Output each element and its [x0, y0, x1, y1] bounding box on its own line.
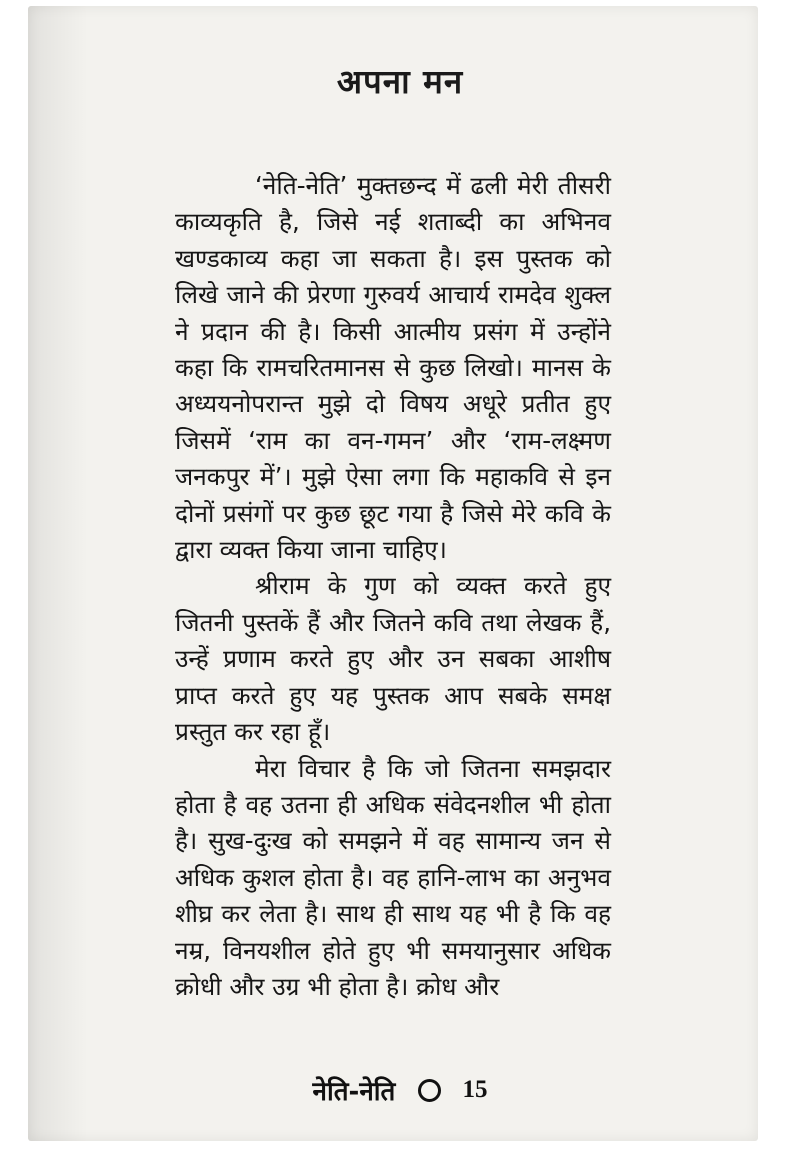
- page-number: 15: [462, 1076, 488, 1103]
- footer-book-title: नेति-नेति: [312, 1077, 396, 1107]
- page-title: अपना मन: [336, 62, 464, 101]
- paragraph-2: श्रीराम के गुण को व्यक्त करते हुए जितनी पुस्तकें हैं और जितने कवि तथा लेखक हैं, उन्हें प्रणाम करते हुए और उन सबका आशीष प्राप्त करते हुए यह पुस्तक आप सबके समक्ष प्रस्तुत कर रहा हूँ।: [175, 571, 611, 747]
- paragraph-3: मेरा विचार है कि जो जितना समझदार होता है वह उतना ही अधिक संवेदनशील भी होता है। सुख-दुःख को समझने में वह सामान्य जन से अधिक कुशल होता है। वह हानि-लाभ का अनुभव शीघ्र कर लेता है। साथ ही साथ यह भी है कि वह नम्र, विनयशील होते हुए भी समयानुसार अधिक क्रोधी और उग्र भी होता है। क्रोध और: [175, 753, 611, 1001]
- body-text: [175, 168, 611, 1005]
- paragraph-1: ‘नेति-नेति’ मुक्तछन्द में ढली मेरी तीसरी काव्यकृति है, जिसे नई शताब्दी का अभिनव खण्डकाव्य कहा जा सकता है। इस पुस्तक को लिखे जाने की प्रेरणा गुरुवर्य आचार्य रामदेव शुक्ल ने प्रदान की है। किसी आत्मीय प्रसंग में उन्होंने कहा कि रामचरितमानस से कुछ लिखो। मानस के अध्ययनोपरान्त मुझे दो विषय अधूरे प्रतीत हुए जिसमें ‘राम का वन-गमन’ और ‘राम-लक्ष्मण जनकपुर में’। मुझे ऐसा लगा कि महाकवि से इन दोनों प्रसंगों पर कुछ छूट गया है जिसे मेरे कवि के द्वारा व्यक्त किया जाना चाहिए।: [175, 171, 611, 565]
- page-gutter-shadow: [28, 6, 88, 1141]
- page-footer: [0, 1072, 800, 1108]
- circle-icon: [418, 1079, 441, 1102]
